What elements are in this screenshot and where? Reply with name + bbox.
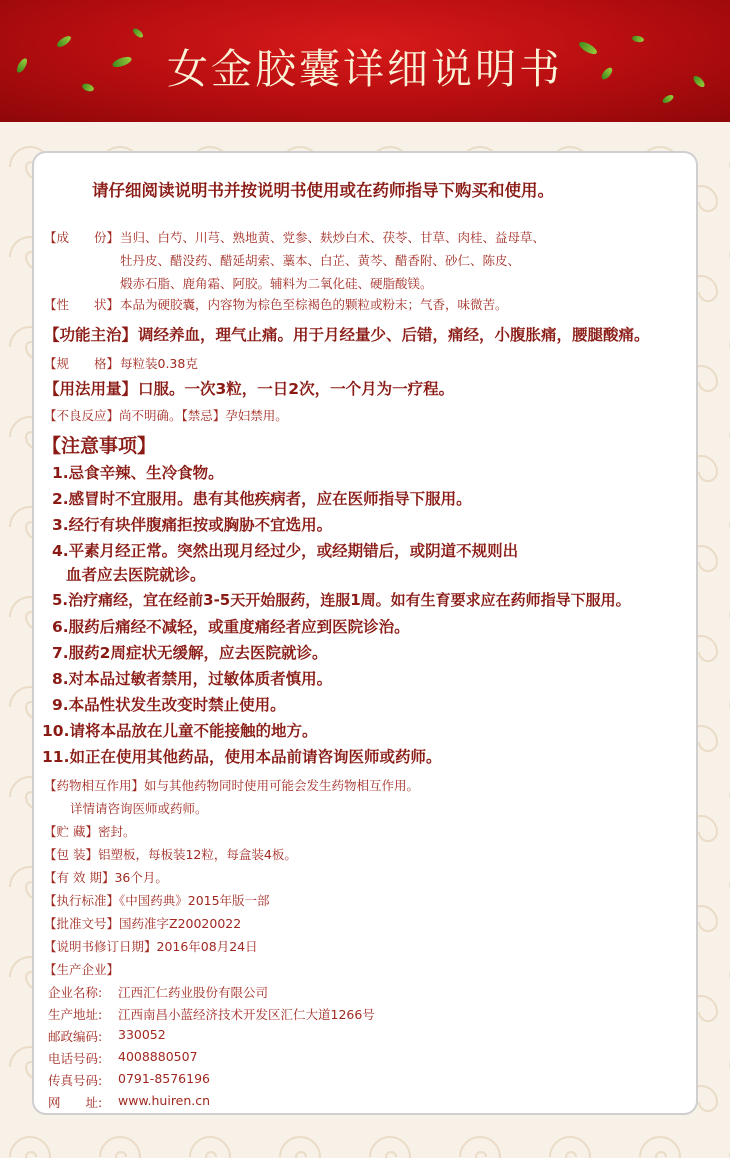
precaution-item: 9.本品性状发生改变时禁止使用。 bbox=[52, 696, 286, 714]
precaution-item: 2.感冒时不宜服用。患有其他疾病者，应在医师指导下服用。 bbox=[52, 490, 472, 508]
precaution-item: 3.经行有块伴腹痛拒按或胸胁不宜选用。 bbox=[52, 516, 333, 534]
package-text: 【包 装】铝塑板，每板装12粒，每盒装4板。 bbox=[44, 847, 297, 862]
manufacturer-value: 0791-8576196 bbox=[118, 1071, 210, 1086]
manufacturer-key: 生产地址: bbox=[48, 1007, 103, 1022]
composition-label: 【成 份】 bbox=[44, 230, 120, 245]
precaution-item: 11.如正在使用其他药品，使用本品前请咨询医师或药师。 bbox=[42, 748, 442, 766]
manufacturer-key: 邮政编码: bbox=[48, 1029, 103, 1044]
read-notice: 请仔细阅读说明书并按说明书使用或在药师指导下购买和使用。 bbox=[92, 181, 554, 200]
manufacturer-value: 4008880507 bbox=[118, 1049, 198, 1064]
manufacturer-key: 传真号码: bbox=[48, 1073, 103, 1088]
adverse-text: 【不良反应】尚不明确。【禁忌】孕妇禁用。 bbox=[44, 408, 288, 423]
function-label: 【功能主治】 bbox=[44, 326, 138, 344]
composition-line-2: 牡丹皮、醋没药、醋延胡索、藁本、白芷、黄芩、醋香附、砂仁、陈皮、 bbox=[120, 253, 521, 268]
spec-text: 每粒装0.38克 bbox=[120, 356, 198, 371]
manufacturer-value: 江西南昌小蓝经济技术开发区汇仁大道1266号 bbox=[118, 1007, 375, 1022]
precaution-item: 血者应去医院就诊。 bbox=[66, 566, 206, 584]
character-text: 本品为硬胶囊，内容物为棕色至棕褐色的颗粒或粉末；气香，味微苦。 bbox=[120, 297, 508, 312]
manufacturer-key: 企业名称: bbox=[48, 985, 103, 1000]
standard-text: 【执行标准】《中国药典》2015年版一部 bbox=[44, 893, 270, 908]
manufacturer-label: 【生产企业】 bbox=[44, 962, 120, 977]
revision-text: 【说明书修订日期】2016年08月24日 bbox=[44, 939, 258, 954]
website-link[interactable]: www.huiren.cn bbox=[118, 1093, 211, 1108]
precautions-title: 【注意事项】 bbox=[42, 435, 157, 457]
precaution-item: 6.服药后痛经不减轻，或重度痛经者应到医院诊治。 bbox=[52, 618, 410, 636]
instruction-card bbox=[32, 151, 698, 1115]
precaution-item: 4.平素月经正常。突然出现月经过少，或经期错后，或阴道不规则出 bbox=[52, 542, 519, 560]
precaution-item: 8.对本品过敏者禁用，过敏体质者慎用。 bbox=[52, 670, 333, 688]
precaution-item: 1.忌食辛辣、生冷食物。 bbox=[52, 464, 224, 482]
storage-text: 【贮 藏】密封。 bbox=[44, 824, 136, 839]
manufacturer-key: 网 址: bbox=[48, 1095, 103, 1110]
precaution-item: 5.治疗痛经，宜在经前3-5天开始服药，连服1周。如有生育要求应在药师指导下服用。 bbox=[52, 591, 631, 609]
manufacturer-value: 江西汇仁药业股份有限公司 bbox=[118, 985, 269, 1000]
precaution-item: 10.请将本品放在儿童不能接触的地方。 bbox=[42, 722, 318, 740]
interaction-line-1: 【药物相互作用】如与其他药物同时使用可能会发生药物相互作用。 bbox=[44, 778, 420, 793]
composition-line-1: 当归、白芍、川芎、熟地黄、党参、麸炒白术、茯苓、甘草、肉桂、益母草、 bbox=[120, 230, 546, 245]
interaction-line-2: 详情请咨询医师或药师。 bbox=[70, 801, 208, 816]
usage-text: 口服。一次3粒，一日2次，一个月为一疗程。 bbox=[138, 380, 455, 398]
page-title: 女金胶囊详细说明书 bbox=[167, 45, 563, 93]
manufacturer-key: 电话号码: bbox=[48, 1051, 103, 1066]
composition-line-3: 煅赤石脂、鹿角霜、阿胶。辅料为二氧化硅、硬脂酸镁。 bbox=[120, 276, 433, 291]
manufacturer-value: 330052 bbox=[118, 1027, 166, 1042]
approval-text: 【批准文号】国药准字Z20020022 bbox=[44, 916, 242, 931]
spec-label: 【规 格】 bbox=[44, 356, 120, 371]
header-banner bbox=[0, 0, 730, 122]
precaution-item: 7.服药2周症状无缓解，应去医院就诊。 bbox=[52, 644, 328, 662]
function-text: 调经养血，理气止痛。用于月经量少、后错，痛经，小腹胀痛，腰腿酸痛。 bbox=[138, 326, 650, 344]
character-label: 【性 状】 bbox=[44, 297, 120, 312]
usage-label: 【用法用量】 bbox=[44, 380, 138, 398]
validity-text: 【有 效 期】36个月。 bbox=[44, 870, 168, 885]
leaf-icon bbox=[661, 93, 674, 104]
